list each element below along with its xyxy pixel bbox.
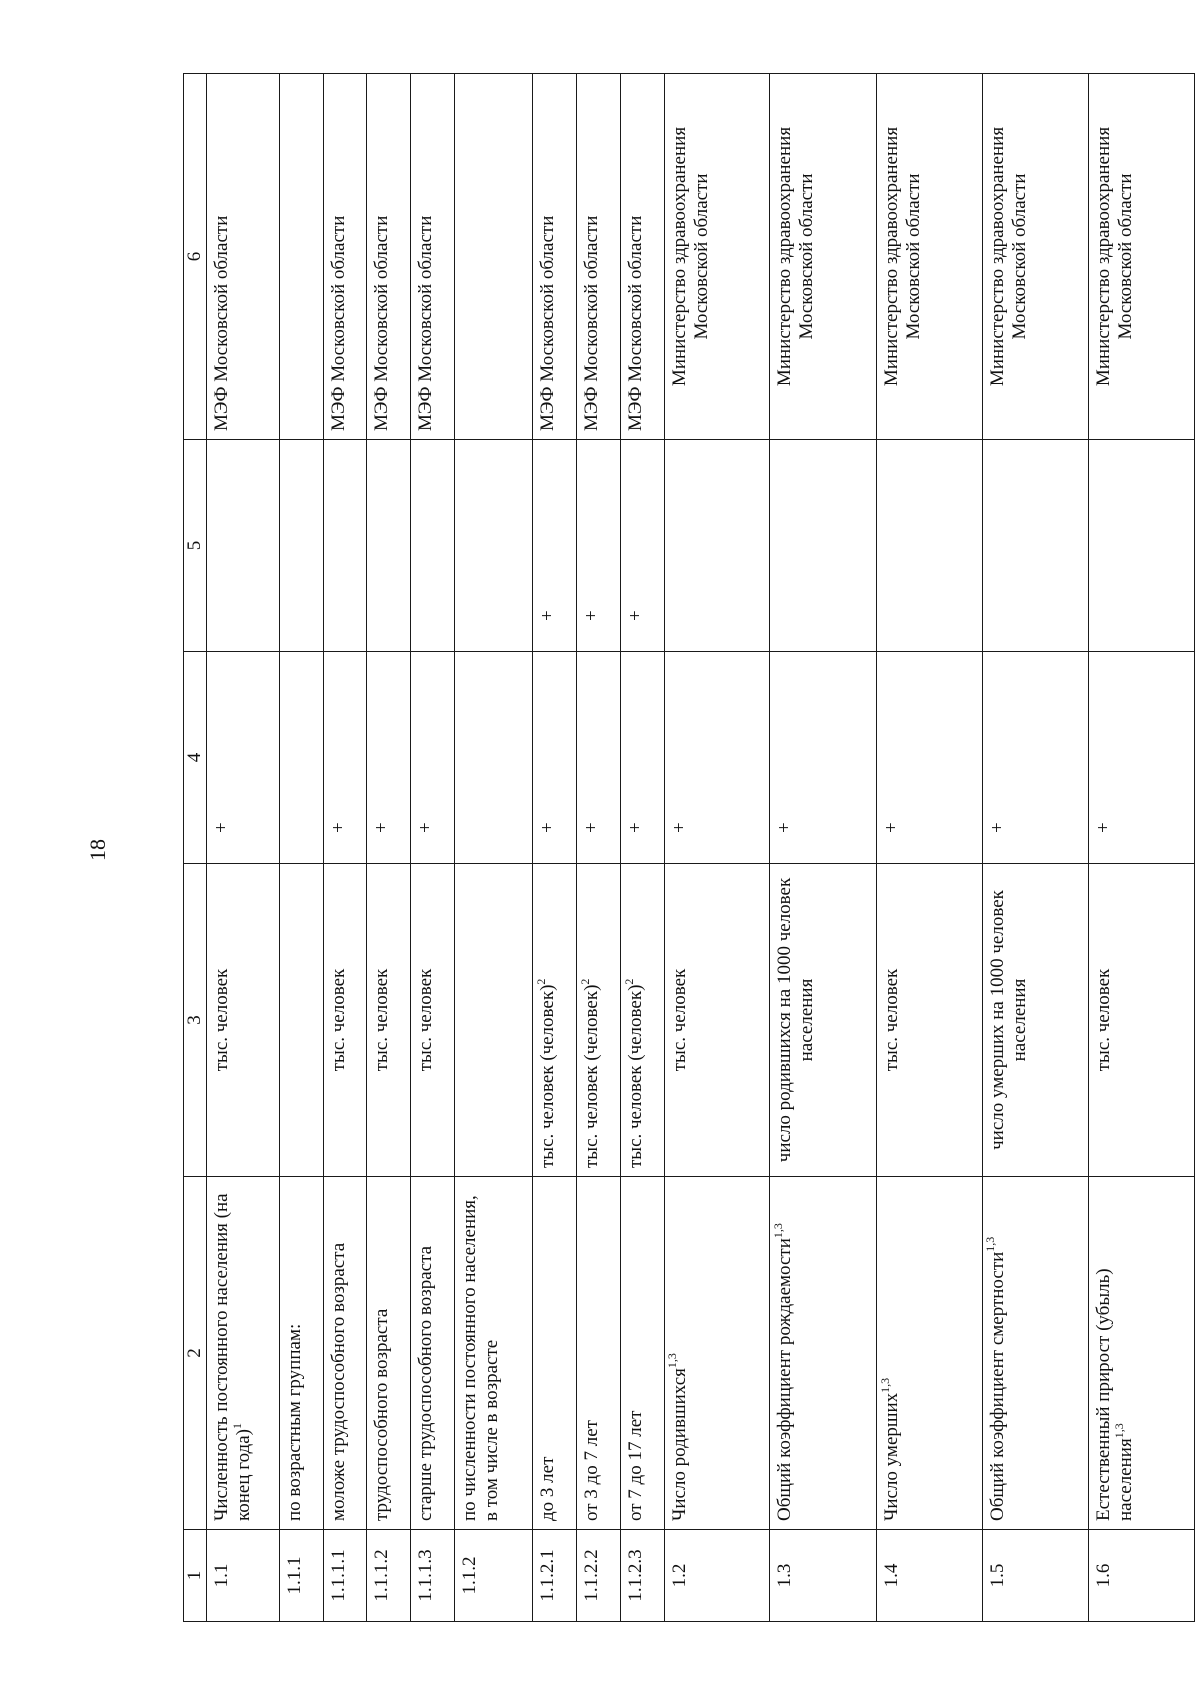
row-number-cell-text: 1.6 (1093, 1563, 1115, 1588)
row-number-cell-text: 1.1.1.3 (414, 1549, 436, 1602)
header-cell-4: 4 (184, 652, 207, 864)
column-4-cell (577, 652, 621, 864)
column-5-cell (664, 440, 770, 652)
unit-cell-text: число умерших на 1000 человек населения (986, 890, 1030, 1150)
table-row (367, 74, 411, 1622)
unit-cell-text: тыс. человек (человек) (581, 984, 603, 1168)
unit-cell (1089, 864, 1195, 1177)
column-5-cell (454, 440, 533, 652)
indicator-name-cell (664, 1177, 770, 1530)
row-number-cell (279, 1530, 323, 1622)
header-cell-5: 5 (184, 440, 207, 652)
indicator-name-cell (1089, 1177, 1195, 1530)
column-5-cell (533, 440, 577, 652)
column-4-cell (876, 652, 982, 864)
unit-cell-text: тыс. человек (668, 968, 690, 1072)
indicator-name-cell-text: Численность постоянного населения (на конец года) (211, 1193, 254, 1521)
indicator-name-cell-text: до 3 лет (537, 1456, 559, 1521)
unit-cell-text: число родившихся на 1000 человек населения (774, 877, 818, 1163)
column-5-cell (876, 440, 982, 652)
table-row (207, 74, 280, 1622)
source-cell (454, 74, 533, 440)
indicator-name-cell (323, 1177, 367, 1530)
source-cell (410, 74, 454, 440)
unit-cell (770, 864, 877, 1177)
unit-cell-footnote-ref: 2 (621, 978, 636, 985)
column-5-cell-text: + (624, 610, 646, 621)
row-number-cell-text: 1.1.1.2 (371, 1549, 393, 1602)
unit-cell (533, 864, 577, 1177)
indicator-name-cell-text: по возрастным группам: (283, 1323, 305, 1521)
column-4-cell (770, 652, 877, 864)
column-4-cell-text: + (986, 822, 1008, 833)
column-4-cell (367, 652, 411, 864)
indicator-name-cell-text: Естественный прирост (убыль) населения (1093, 1268, 1137, 1521)
table-row (770, 74, 877, 1622)
column-5-cell (207, 440, 280, 652)
indicator-name-cell-text: старше трудоспособного возраста (414, 1245, 436, 1521)
indicator-name-cell-text: моложе трудоспособного возраста (327, 1242, 349, 1521)
indicator-name-cell-text: Общий коэффициент смертности (986, 1251, 1008, 1521)
unit-cell (876, 864, 982, 1177)
table-row (323, 74, 367, 1622)
row-number-cell (533, 1530, 577, 1622)
column-5-cell (770, 440, 877, 652)
column-4-cell (454, 652, 533, 864)
indicator-name-cell-footnote-ref: 1,3 (770, 1223, 785, 1239)
indicator-name-cell-text: трудоспособного возраста (371, 1308, 393, 1521)
indicator-name-cell (454, 1177, 533, 1530)
column-4-cell (410, 652, 454, 864)
unit-cell (410, 864, 454, 1177)
column-5-cell (279, 440, 323, 652)
source-cell (533, 74, 577, 440)
unit-cell (367, 864, 411, 1177)
unit-cell (454, 864, 533, 1177)
row-number-cell-text: 1.1.1.1 (327, 1549, 349, 1602)
source-cell (1089, 74, 1195, 440)
indicator-name-cell (982, 1177, 1089, 1530)
source-cell-text: МЭФ Московской области (624, 215, 646, 431)
header-row (184, 74, 207, 1622)
column-4-cell (323, 652, 367, 864)
row-number-cell (876, 1530, 982, 1622)
source-cell (207, 74, 280, 440)
row-number-cell (577, 1530, 621, 1622)
source-cell (620, 74, 664, 440)
table-row (620, 74, 664, 1622)
header-cell-2: 2 (184, 1177, 207, 1530)
row-number-cell-text: 1.1.2 (458, 1556, 480, 1595)
unit-cell-text: тыс. человек (1093, 968, 1115, 1072)
table-row (533, 74, 577, 1622)
indicator-name-cell (620, 1177, 664, 1530)
column-4-cell (620, 652, 664, 864)
header-cell-1: 1 (184, 1530, 207, 1622)
row-number-cell (620, 1530, 664, 1622)
row-number-cell (207, 1530, 280, 1622)
column-4-cell (279, 652, 323, 864)
source-cell (770, 74, 877, 440)
column-4-cell-text: + (581, 822, 603, 833)
source-cell (279, 74, 323, 440)
column-4-cell (982, 652, 1089, 864)
indicator-name-cell-text: Число умерших (880, 1392, 902, 1521)
row-number-cell (454, 1530, 533, 1622)
header-cell-6: 6 (184, 74, 207, 440)
source-cell-text: Министерство здравоохранения Московской области (774, 126, 818, 387)
column-4-cell-text: + (211, 822, 232, 833)
row-number-cell-text: 1.5 (986, 1563, 1008, 1588)
page-number: 18 (85, 839, 110, 861)
indicator-name-cell-footnote-ref: 1 (229, 1423, 244, 1429)
source-cell-text: МЭФ Московской области (414, 215, 436, 431)
indicator-name-cell (207, 1177, 280, 1530)
header-cell-3: 3 (184, 864, 207, 1177)
source-cell-text: Министерство здравоохранения Московской области (668, 126, 712, 387)
source-cell (577, 74, 621, 440)
row-number-cell-text: 1.1 (211, 1563, 232, 1588)
row-number-cell-text: 1.1.2.1 (537, 1549, 559, 1602)
unit-cell-footnote-ref: 2 (534, 978, 549, 985)
row-number-cell (367, 1530, 411, 1622)
row-number-cell-text: 1.4 (880, 1563, 902, 1588)
source-cell-text: Министерство здравоохранения Московской области (880, 126, 924, 387)
unit-cell (207, 864, 280, 1177)
row-number-cell (1089, 1530, 1195, 1622)
unit-cell (279, 864, 323, 1177)
column-4-cell-text: + (1093, 822, 1115, 833)
column-4-cell-text: + (774, 822, 796, 833)
column-4-cell (1089, 652, 1195, 864)
indicator-name-cell (279, 1177, 323, 1530)
unit-cell-footnote-ref: 2 (577, 978, 592, 985)
row-number-cell (323, 1530, 367, 1622)
indicator-name-cell-text: Число родившихся (668, 1368, 690, 1521)
source-cell-text: Министерство здравоохранения Московской области (986, 126, 1030, 387)
unit-cell-text: тыс. человек (880, 968, 902, 1072)
indicator-name-cell (577, 1177, 621, 1530)
column-5-cell (620, 440, 664, 652)
unit-cell (577, 864, 621, 1177)
row-number-cell (410, 1530, 454, 1622)
column-5-cell (577, 440, 621, 652)
source-cell (323, 74, 367, 440)
indicator-name-cell-footnote-ref: 1,3 (877, 1377, 892, 1393)
unit-cell-text: тыс. человек (414, 968, 436, 1072)
column-4-cell-text: + (624, 822, 646, 833)
source-cell (664, 74, 770, 440)
indicator-name-cell-text: Общий коэффициент рождаемости (774, 1238, 796, 1521)
source-cell-text: Министерство здравоохранения Московской области (1093, 126, 1137, 387)
unit-cell-text: тыс. человек (человек) (537, 984, 559, 1168)
row-number-cell-text: 1.1.2.3 (624, 1549, 646, 1602)
unit-cell (664, 864, 770, 1177)
indicator-table (183, 73, 1195, 1622)
source-cell (367, 74, 411, 440)
table-row (454, 74, 533, 1622)
indicator-name-cell (770, 1177, 877, 1530)
column-4-cell-text: + (371, 822, 393, 833)
row-number-cell (982, 1530, 1089, 1622)
rotated-table-container (183, 74, 1195, 1622)
row-number-cell-text: 1.2 (668, 1563, 690, 1588)
table-row (982, 74, 1089, 1622)
unit-cell (620, 864, 664, 1177)
source-cell-text: МЭФ Московской области (327, 215, 349, 431)
row-number-cell-text: 1.1.2.2 (581, 1549, 603, 1602)
unit-cell-text: тыс. человек (211, 968, 232, 1072)
unit-cell-text: тыс. человек (371, 968, 393, 1072)
row-number-cell (770, 1530, 877, 1622)
column-4-cell-text: + (327, 822, 349, 833)
table-row (410, 74, 454, 1622)
column-4-cell-text: + (537, 822, 559, 833)
column-5-cell (1089, 440, 1195, 652)
unit-cell (982, 864, 1089, 1177)
column-4-cell-text: + (414, 822, 436, 833)
source-cell-text: МЭФ Московской области (371, 215, 393, 431)
column-4-cell (664, 652, 770, 864)
table-row (664, 74, 770, 1622)
table-row (876, 74, 982, 1622)
source-cell (876, 74, 982, 440)
indicator-name-cell-text: от 7 до 17 лет (624, 1410, 646, 1521)
table-row (1089, 74, 1195, 1622)
unit-cell-text: тыс. человек (327, 968, 349, 1072)
column-4-cell (207, 652, 280, 864)
indicator-name-cell-footnote-ref: 1,3 (1111, 1423, 1126, 1439)
row-number-cell-text: 1.3 (774, 1563, 796, 1588)
indicator-name-cell (367, 1177, 411, 1530)
column-5-cell (410, 440, 454, 652)
indicator-name-cell-text: от 3 до 7 лет (581, 1420, 603, 1521)
source-cell-text: МЭФ Московской области (211, 215, 232, 431)
indicator-name-cell-text: по численности постоянного населения, в том числе в возрасте (458, 1195, 502, 1521)
indicator-name-cell (876, 1177, 982, 1530)
column-5-cell-text: + (581, 610, 603, 621)
source-cell-text: МЭФ Московской области (537, 215, 559, 431)
column-4-cell-text: + (668, 822, 690, 833)
indicator-name-cell (533, 1177, 577, 1530)
column-5-cell (982, 440, 1089, 652)
row-number-cell (664, 1530, 770, 1622)
unit-cell (323, 864, 367, 1177)
column-5-cell (367, 440, 411, 652)
unit-cell-text: тыс. человек (человек) (624, 984, 646, 1168)
indicator-name-cell-footnote-ref: 1,3 (983, 1236, 998, 1252)
table-row (577, 74, 621, 1622)
indicator-name-cell-footnote-ref: 1,3 (665, 1353, 680, 1369)
column-5-cell (323, 440, 367, 652)
row-number-cell-text: 1.1.1 (283, 1556, 305, 1595)
column-5-cell-text: + (537, 610, 559, 621)
source-cell (982, 74, 1089, 440)
column-4-cell (533, 652, 577, 864)
table-row (279, 74, 323, 1622)
column-4-cell-text: + (880, 822, 902, 833)
indicator-name-cell (410, 1177, 454, 1530)
source-cell-text: МЭФ Московской области (581, 215, 603, 431)
